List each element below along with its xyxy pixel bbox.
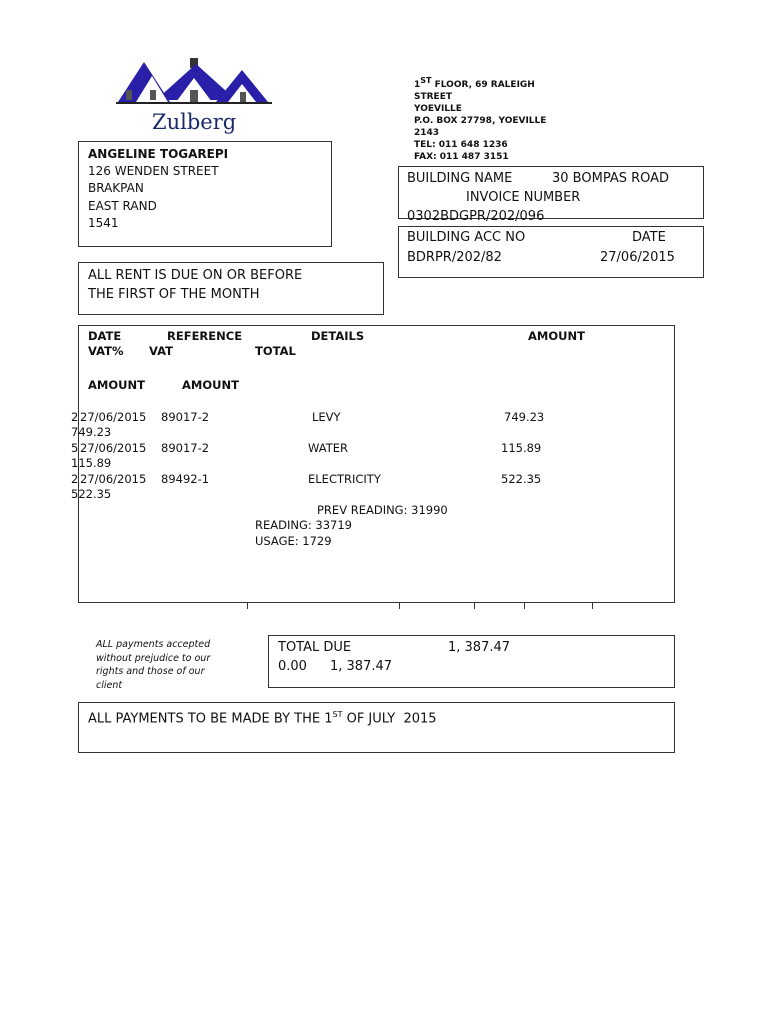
disclaimer-line: rights and those of our xyxy=(96,666,205,677)
address-line: 2143 xyxy=(414,128,440,138)
building-name-label: BUILDING NAME xyxy=(407,171,513,186)
invoice-number-value: 0302BDGPR/202/096 xyxy=(407,209,545,224)
header-total-amount: AMOUNT xyxy=(182,378,239,392)
transactions-box xyxy=(78,325,675,603)
total-due-total: 1, 387.47 xyxy=(330,659,393,674)
building-name-value: 30 BOMPAS ROAD xyxy=(552,171,670,186)
row-prefix: 2 xyxy=(71,472,79,486)
payment-deadline-tail: OF JULY 2015 xyxy=(342,711,437,727)
column-tick xyxy=(247,603,248,609)
address-line: TEL: 011 648 1236 xyxy=(414,140,508,150)
column-tick xyxy=(524,603,525,609)
tenant-city: BRAKPAN xyxy=(88,181,144,196)
row-prefix: 2 xyxy=(71,410,79,424)
row-date: 27/06/2015 xyxy=(80,441,147,455)
row-total: 522.35 xyxy=(71,487,112,501)
rent-notice-line: ALL RENT IS DUE ON OR BEFORE xyxy=(88,268,303,283)
row-details: ELECTRICITY xyxy=(308,472,381,486)
row-amount: 522.35 xyxy=(501,472,542,486)
tenant-name: ANGELINE TOGAREPI xyxy=(88,147,229,161)
header-date: DATE xyxy=(88,329,122,343)
house-logo-icon xyxy=(116,56,272,108)
account-date-box xyxy=(398,226,704,278)
header-vat-percent: VAT% xyxy=(88,344,124,358)
address-line: 1ST FLOOR, 69 RALEIGH xyxy=(414,76,535,90)
payment-deadline-box xyxy=(78,702,675,753)
company-address xyxy=(414,75,584,162)
total-due-label: TOTAL DUE xyxy=(278,640,352,655)
address-line: STREET xyxy=(414,92,452,102)
address-line: FAX: 011 487 3151 xyxy=(414,152,509,162)
header-vat: VAT xyxy=(149,344,173,358)
rent-notice-box xyxy=(78,262,384,315)
row-date: 27/06/2015 xyxy=(80,472,147,486)
column-tick xyxy=(474,603,475,609)
row-total: 115.89 xyxy=(71,456,112,470)
tenant-address-box xyxy=(78,141,332,247)
row-amount: 115.89 xyxy=(501,441,542,455)
disclaimer-line: without prejudice to our xyxy=(96,652,211,664)
prev-reading: PREV READING: 31990 xyxy=(317,503,448,517)
row-date: 27/06/2015 xyxy=(80,410,147,424)
row-reference: 89017-2 xyxy=(161,410,210,424)
address-line: YOEVILLE xyxy=(414,104,462,114)
row-amount: 749.23 xyxy=(504,410,545,424)
column-tick xyxy=(399,603,400,609)
building-invoice-box xyxy=(398,166,704,224)
payment-deadline-sup: ST xyxy=(332,710,343,719)
total-due-box xyxy=(268,635,675,688)
invoice-number-label: INVOICE NUMBER xyxy=(466,190,581,205)
header-amount: AMOUNT xyxy=(528,329,585,343)
address-line: P.O. BOX 27798, YOEVILLE xyxy=(414,116,547,126)
tenant-code: 1541 xyxy=(88,215,119,230)
row-reference: 89017-2 xyxy=(161,441,210,455)
disclaimer-line: client xyxy=(96,679,123,691)
account-value: BDRPR/202/82 xyxy=(407,250,502,265)
payment-disclaimer xyxy=(96,638,256,691)
header-reference: REFERENCE xyxy=(167,329,243,343)
payment-deadline-text: ALL PAYMENTS TO BE MADE BY THE 1 xyxy=(88,711,333,727)
row-prefix: 5 xyxy=(71,441,79,455)
tenant-region: EAST RAND xyxy=(88,198,157,213)
date-value: 27/06/2015 xyxy=(600,250,675,265)
total-due-amount: 1, 387.47 xyxy=(448,640,511,655)
date-label: DATE xyxy=(632,230,666,245)
column-tick xyxy=(592,603,593,609)
row-details: LEVY xyxy=(312,410,341,424)
total-vat: 0.00 xyxy=(278,659,307,674)
rent-notice-line: THE FIRST OF THE MONTH xyxy=(88,287,260,302)
header-vat-amount: AMOUNT xyxy=(88,378,145,392)
current-reading: READING: 33719 xyxy=(255,518,352,532)
company-logo xyxy=(116,56,272,140)
header-total: TOTAL xyxy=(255,344,296,358)
logo-text: Zulberg xyxy=(152,110,237,134)
row-reference: 89492-1 xyxy=(161,472,210,486)
tenant-street: 126 WENDEN STREET xyxy=(88,164,219,179)
row-details: WATER xyxy=(308,441,348,455)
account-label: BUILDING ACC NO xyxy=(407,230,526,245)
disclaimer-line: ALL payments accepted xyxy=(96,639,211,650)
usage: USAGE: 1729 xyxy=(255,534,332,548)
header-details: DETAILS xyxy=(311,329,365,343)
row-total: 749.23 xyxy=(71,425,112,439)
